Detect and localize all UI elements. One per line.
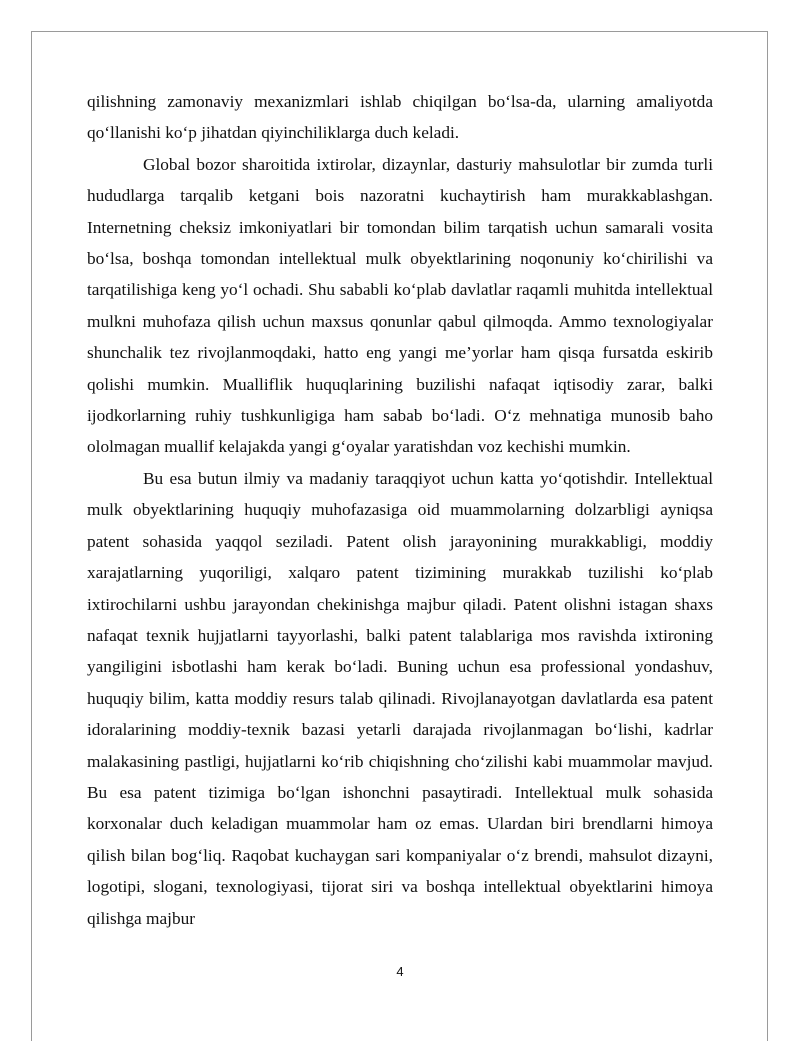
page-number: 4	[396, 964, 404, 979]
paragraph-2: Global bozor sharoitida ixtirolar, dizaynlar, dasturiy mahsulotlar bir zumda turli hududlarga tarqalib ketgani bois nazoratni kuchaytirish ham murakkablashgan. Internetning cheksiz imkoniyatlari bir tomondan bilim tarqatish uchun samarali vosita bo‘lsa, boshqa tomondan intellektual mulk obyektlarining noqonuniy ko‘chirilishi va tarqatilishiga keng yo‘l ochadi. Shu sababli ko‘plab davlatlar raqamli muhitda intellektual mulkni muhofaza qilish uchun maxsus qonunlar qabul qilmoqda. Ammo texnologiyalar shunchalik tez rivojlanmoqdaki, hatto eng yangi me’yorlar ham qisqa fursatda eskirib qolishi mumkin. Mualliflik huquqlarining buzilishi nafaqat iqtisodiy zarar, balki ijodkorlarning ruhiy tushkunligiga ham sabab bo‘ladi. O‘z mehnatiga munosib baho ololmagan muallif kelajakda yangi g‘oyalar yaratishdan voz kechishi mumkin.	[87, 154, 713, 457]
paragraph-3: Bu esa butun ilmiy va madaniy taraqqiyot uchun katta yo‘qotishdir. Intellektual mulk obyektlarining huquqiy muhofazasiga oid muammolarning dolzarbligi ayniqsa patent sohasida yaqqol seziladi. Patent olish jarayonining murakkabligi, moddiy xarajatlarning yuqoriligi, xalqaro patent tizimining murakkab tuzilishi ko‘plab ixtirochilarni ushbu jarayondan chekinishga majbur qiladi. Patent olishni istagan shaxs nafaqat texnik hujjatlarni tayyorlashi, balki patent talablariga mos ravishda ixtironing yangiligini isbotlashi ham kerak bo‘ladi. Buning uchun esa professional yondashuv, huquqiy bilim, katta moddiy resurs talab qilinadi. Rivojlanayotgan davlatlarda esa patent idoralarining moddiy-texnik bazasi yetarli darajada rivojlanmagan bo‘lishi, kadrlar malakasining pastligi, hujjatlarni ko‘rib chiqishning cho‘zilishi kabi muammolar mavjud. Bu esa patent tizimiga bo‘lgan ishonchni pasaytiradi. Intellektual mulk sohasida korxonalar duch keladigan muammolar ham oz emas. Ulardan biri brendlarni himoya qilish bilan bog‘liq. Raqobat kuchaygan sari kompaniyalar o‘z brendi, mahsulot dizayni, logotipi, slogani, texnologiyasi, tijorat siri va boshqa intellektual obyektlarini himoya qilishga majbur	[87, 468, 713, 928]
body-text	[87, 86, 713, 934]
paragraph-1: qilishning zamonaviy mexanizmlari ishlab chiqilgan bo‘lsa-da, ularning amaliyotda qo‘llanishi ko‘p jihatdan qiyinchiliklarga duch keladi.	[87, 92, 713, 143]
